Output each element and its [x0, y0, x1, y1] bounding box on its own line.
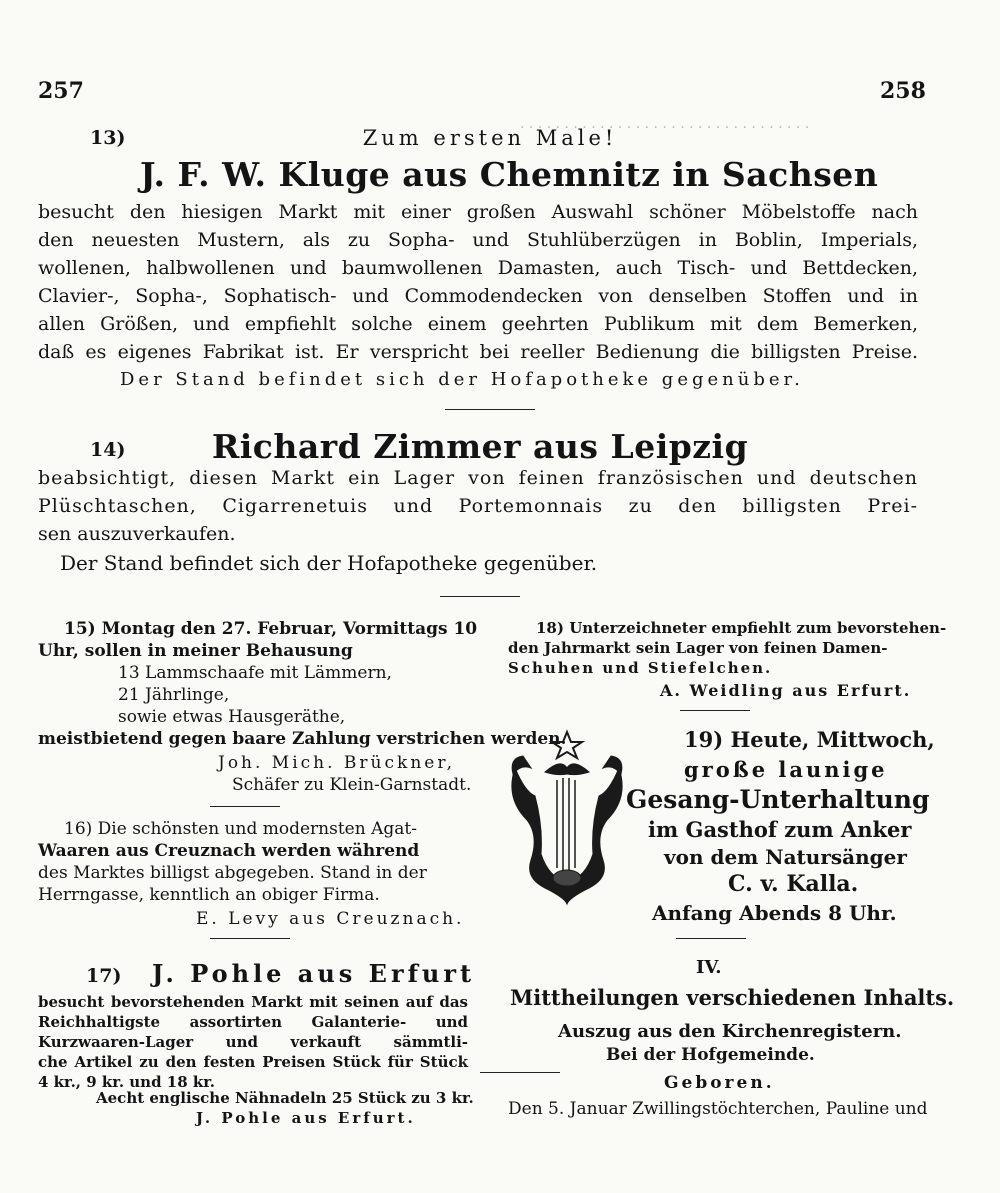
ad-line: 18) Unterzeichneter empfiehlt zum bevorstehen-	[536, 619, 947, 637]
ad-signature: A. Weidling aus Erfurt.	[660, 681, 912, 700]
ad-body-line: Reichhaltigste assortirten Galanterie- und	[38, 1013, 468, 1031]
lyre-ornament-icon	[505, 728, 630, 908]
ad-body-line: besucht bevorstehenden Markt mit seinen auf das	[38, 993, 468, 1011]
section-subtitle: Geboren.	[664, 1073, 775, 1093]
ad-item: 13 Lammschaafe mit Lämmern,	[118, 663, 392, 683]
divider	[445, 409, 535, 410]
ad-body-line: 4 kr., 9 kr. und 18 kr.	[38, 1073, 216, 1091]
ad-line: im Gasthof zum Anker	[648, 817, 912, 842]
divider	[440, 596, 520, 597]
ad-signature: J. Pohle aus Erfurt.	[196, 1109, 416, 1127]
ad-stand: Der Stand befindet sich der Hofapotheke gegenüber.	[60, 551, 598, 575]
ad-item: sowie etwas Hausgeräthe,	[118, 707, 346, 727]
ad-item: 21 Jährlinge,	[118, 685, 230, 705]
ad-number: 17)	[86, 965, 122, 987]
ad-performer: C. v. Kalla.	[728, 871, 859, 897]
divider	[676, 938, 746, 939]
ad-body-line: Kurzwaaren-Lager und verkauft sämmtli-	[38, 1033, 468, 1051]
divider	[210, 938, 290, 939]
ad-body-line: daß es eigenes Fabrikat ist. Er verspricht bei reeller Bedienung die billigsten Preise.	[38, 341, 918, 363]
ad-body-line: Plüschtaschen, Cigarrenetuis und Portemonnais zu den billigsten Prei-	[38, 495, 918, 517]
section-body-line: Den 5. Januar Zwillingstöchterchen, Pauline und	[508, 1099, 928, 1119]
ad-heading: Zum ersten Male!	[362, 126, 618, 150]
ad-signature: Joh. Mich. Brückner,	[218, 753, 455, 773]
ad-body-line: che Artikel zu den festen Preisen Stück für Stück	[38, 1053, 468, 1071]
section-numeral: IV.	[696, 957, 722, 978]
ad-line: Waaren aus Creuznach werden während	[38, 841, 420, 861]
ad-line: Uhr, sollen in meiner Behausung	[38, 641, 353, 661]
section-title: Mittheilungen verschiedenen Inhalts.	[510, 985, 955, 1010]
ad-line: meistbietend gegen baare Zahlung verstrichen werden.	[38, 729, 567, 749]
ad-line: Anfang Abends 8 Uhr.	[652, 901, 897, 925]
ad-number: 13)	[90, 127, 126, 149]
divider	[480, 1072, 560, 1073]
ad-body-line: besucht den hiesigen Markt mit einer großen Auswahl schöner Möbelstoffe nach	[38, 201, 918, 223]
ad-body-line: allen Größen, und empfiehlt solche einem geehrten Publikum mit dem Bemerken,	[38, 313, 918, 335]
ad-line: Gesang-Unterhaltung	[626, 785, 930, 814]
page-number-right: 258	[880, 78, 926, 104]
ad-line: 15) Montag den 27. Februar, Vormittags 10	[64, 619, 478, 639]
ad-body-line: sen auszuverkaufen.	[38, 523, 236, 545]
ad-body-line: wollenen, halbwollenen und baumwollenen Damasten, auch Tisch- und Bettdecken,	[38, 257, 918, 279]
page-number-left: 257	[38, 78, 84, 104]
ad-line: 19) Heute, Mittwoch,	[684, 727, 935, 752]
section-subtitle: Auszug aus den Kirchenregistern.	[558, 1021, 902, 1042]
ad-signature: Schäfer zu Klein-Garnstadt.	[232, 775, 472, 795]
divider	[210, 806, 280, 807]
ad-number: 14)	[90, 439, 126, 461]
ad-line: des Marktes billigst abgegeben. Stand in der	[38, 863, 427, 883]
ad-signature: E. Levy aus Creuznach.	[196, 909, 465, 929]
ad-line: den Jahrmarkt sein Lager von feinen Damen-	[508, 639, 888, 657]
ad-line: große launige	[684, 757, 888, 782]
ad-line: Schuhen und Stiefelchen.	[508, 659, 773, 677]
ad-line: 16) Die schönsten und modernsten Agat-	[64, 819, 417, 839]
ad-needles: Aecht englische Nähnadeln 25 Stück zu 3 kr.	[96, 1089, 474, 1107]
ad-title: Richard Zimmer aus Leipzig	[211, 427, 749, 466]
ad-title: J. F. W. Kluge aus Chemnitz in Sachsen	[140, 155, 879, 194]
ad-body-line: Clavier-, Sopha-, Sophatisch- und Commodendecken von denselben Stoffen und in	[38, 285, 918, 307]
ad-title: J. Pohle aus Erfurt	[152, 959, 476, 988]
ad-line: von dem Natursänger	[664, 845, 907, 869]
ad-body-line: den neuesten Mustern, als zu Sopha- und Stuhlüberzügen in Boblin, Imperials,	[38, 229, 918, 251]
ad-line: Herrngasse, kenntlich an obiger Firma.	[38, 885, 380, 905]
ad-stand: Der Stand befindet sich der Hofapotheke gegenüber.	[120, 369, 804, 390]
section-subtitle: Bei der Hofgemeinde.	[606, 1045, 815, 1065]
ad-body-line: beabsichtigt, diesen Markt ein Lager von feinen französischen und deutschen	[38, 467, 918, 489]
bleed-through: · · · · · · · · · · · · · · · · · · · · · · · · · · · · · · · · ·	[520, 120, 810, 136]
divider	[680, 710, 750, 711]
